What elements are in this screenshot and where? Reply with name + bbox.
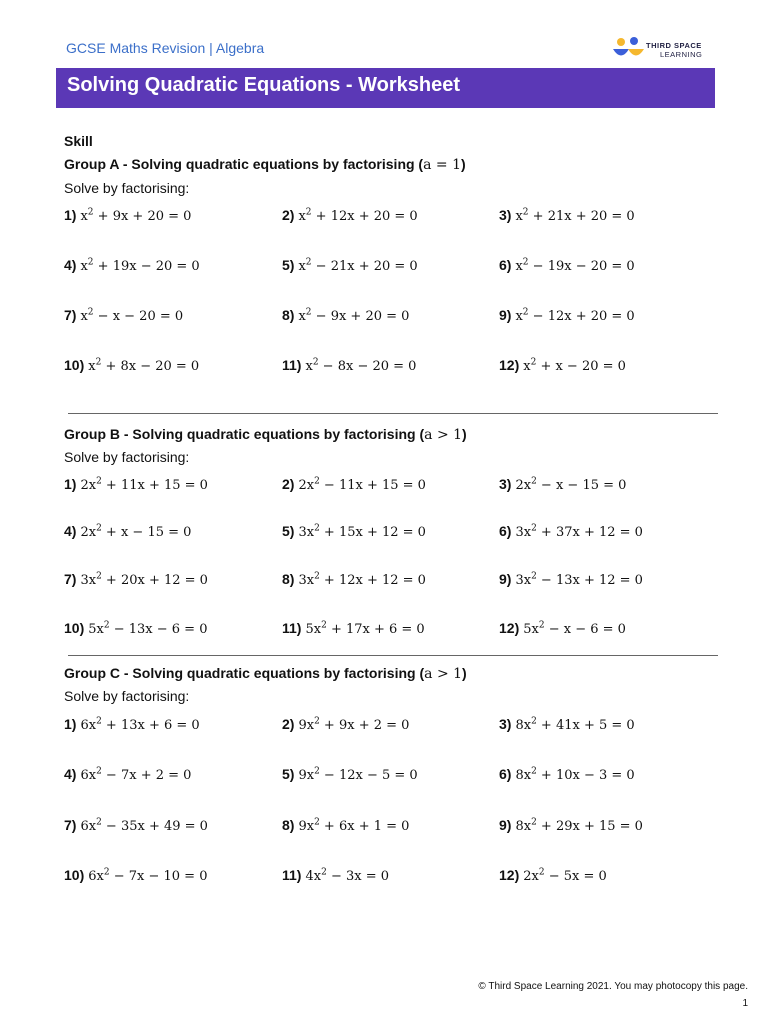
copyright-footer: © Third Space Learning 2021. You may photocopy this page. (478, 981, 748, 992)
question-item (499, 817, 643, 834)
question-number: 10) (64, 357, 85, 373)
question-item (282, 571, 426, 588)
equation: $9x^2 - 12x - 5 = 0$ (298, 766, 418, 783)
question-number: 10) (64, 867, 85, 883)
equation: $x^2 + 8x - 20 = 0$ (88, 357, 200, 374)
question-number: 5) (282, 523, 295, 539)
question-number: 6) (499, 523, 512, 539)
question-item (282, 357, 416, 374)
section-divider (68, 655, 718, 656)
question-item (64, 620, 207, 637)
question-item (64, 257, 200, 274)
question-item (64, 476, 208, 493)
question-number: 2) (282, 476, 295, 492)
question-item (282, 307, 409, 324)
question-number: 6) (499, 257, 512, 273)
question-number: 9) (499, 307, 512, 323)
group-title: Group B - Solving quadratic equations by factorising (a > 1) (64, 426, 467, 443)
question-number: 12) (499, 620, 520, 636)
equation: $2x^2 - x - 15 = 0$ (515, 476, 627, 493)
question-item (282, 867, 389, 884)
question-number: 6) (499, 766, 512, 782)
question-number: 12) (499, 867, 520, 883)
equation: $3x^2 - 13x + 12 = 0$ (515, 571, 643, 588)
instruction: Solve by factorising: (64, 449, 190, 465)
question-item (64, 523, 191, 540)
question-number: 4) (64, 523, 77, 539)
equation: $x^2 - x - 20 = 0$ (80, 307, 184, 324)
question-item (282, 620, 425, 637)
question-item (64, 817, 208, 834)
question-item (64, 207, 191, 224)
equation: $x^2 - 9x + 20 = 0$ (298, 307, 410, 324)
question-number: 8) (282, 307, 295, 323)
equation: $3x^2 + 15x + 12 = 0$ (298, 523, 426, 540)
question-number: 1) (64, 716, 77, 732)
question-number: 9) (499, 817, 512, 833)
title-banner (56, 68, 715, 108)
equation: $9x^2 + 9x + 2 = 0$ (298, 716, 410, 733)
instruction: Solve by factorising: (64, 688, 190, 704)
section-divider (68, 413, 718, 414)
equation: $x^2 - 19x - 20 = 0$ (515, 257, 635, 274)
question-item (282, 716, 409, 733)
question-number: 10) (64, 620, 85, 636)
subject-breadcrumb: GCSE Maths Revision | Algebra (66, 40, 265, 56)
question-number: 11) (282, 620, 302, 636)
skill-label: Skill (64, 133, 93, 149)
equation: $6x^2 - 7x + 2 = 0$ (80, 766, 192, 783)
question-item (64, 716, 200, 733)
question-number: 3) (499, 716, 512, 732)
equation: $5x^2 - x - 6 = 0$ (523, 620, 626, 637)
equation: $x^2 - 12x + 20 = 0$ (515, 307, 635, 324)
equation: $2x^2 - 5x = 0$ (523, 867, 607, 884)
question-item (499, 766, 635, 783)
question-item (282, 766, 418, 783)
equation: $6x^2 + 13x + 6 = 0$ (80, 716, 200, 733)
equation: $8x^2 + 29x + 15 = 0$ (515, 817, 643, 834)
equation: $5x^2 - 13x - 6 = 0$ (88, 620, 208, 637)
question-item (499, 523, 643, 540)
question-item (499, 867, 607, 884)
equation: $x^2 + x - 20 = 0$ (523, 357, 626, 374)
equation: $3x^2 + 37x + 12 = 0$ (515, 523, 643, 540)
question-item (64, 867, 207, 884)
question-number: 7) (64, 817, 77, 833)
equation: $6x^2 - 35x + 49 = 0$ (80, 817, 208, 834)
question-number: 9) (499, 571, 512, 587)
equation: $3x^2 + 20x + 12 = 0$ (80, 571, 208, 588)
equation: $2x^2 - 11x + 15 = 0$ (298, 476, 426, 493)
question-item (499, 716, 635, 733)
question-item (499, 307, 635, 324)
question-number: 3) (499, 207, 512, 223)
question-number: 2) (282, 207, 295, 223)
question-item (282, 476, 426, 493)
question-item (499, 571, 643, 588)
equation: $6x^2 - 7x - 10 = 0$ (88, 867, 208, 884)
equation: $8x^2 + 41x + 5 = 0$ (515, 716, 635, 733)
logo-line-1: THIRD SPACE (646, 41, 702, 50)
question-number: 5) (282, 766, 295, 782)
question-number: 12) (499, 357, 520, 373)
third-space-learning-logo (612, 36, 732, 64)
question-item (282, 523, 426, 540)
equation: $2x^2 + 11x + 15 = 0$ (80, 476, 208, 493)
logo-line-2: LEARNING (660, 50, 703, 59)
question-item (64, 571, 208, 588)
question-item (499, 476, 626, 493)
question-item (282, 207, 418, 224)
group-title: Group A - Solving quadratic equations by factorising (a = 1) (64, 156, 466, 173)
equation: $4x^2 - 3x = 0$ (305, 867, 390, 884)
question-number: 4) (64, 257, 77, 273)
question-item (282, 257, 418, 274)
question-item (499, 207, 635, 224)
group-title: Group C - Solving quadratic equations by factorising (a > 1) (64, 665, 467, 682)
equation: $x^2 + 12x + 20 = 0$ (298, 207, 418, 224)
question-number: 7) (64, 571, 77, 587)
question-number: 8) (282, 817, 295, 833)
question-item (499, 257, 635, 274)
question-item (64, 357, 199, 374)
instruction: Solve by factorising: (64, 180, 190, 196)
equation: $x^2 - 8x - 20 = 0$ (305, 357, 417, 374)
logo-icon (612, 36, 646, 64)
logo-text (646, 41, 702, 59)
question-number: 8) (282, 571, 295, 587)
equation: $x^2 + 21x + 20 = 0$ (515, 207, 635, 224)
question-item (499, 620, 626, 637)
question-number: 1) (64, 476, 77, 492)
question-item (64, 307, 183, 324)
equation: $x^2 + 9x + 20 = 0$ (80, 207, 192, 224)
question-number: 11) (282, 357, 302, 373)
equation: $8x^2 + 10x - 3 = 0$ (515, 766, 635, 783)
equation: $3x^2 + 12x + 12 = 0$ (298, 571, 426, 588)
question-number: 11) (282, 867, 302, 883)
page-number: 1 (742, 998, 748, 1009)
question-number: 5) (282, 257, 295, 273)
equation: $9x^2 + 6x + 1 = 0$ (298, 817, 410, 834)
question-item (64, 766, 191, 783)
question-number: 7) (64, 307, 77, 323)
question-number: 1) (64, 207, 77, 223)
question-item (499, 357, 626, 374)
equation: $5x^2 + 17x + 6 = 0$ (305, 620, 425, 637)
question-number: 4) (64, 766, 77, 782)
question-number: 2) (282, 716, 295, 732)
equation: $x^2 + 19x - 20 = 0$ (80, 257, 200, 274)
worksheet-title: Solving Quadratic Equations - Worksheet (67, 74, 461, 96)
equation: $2x^2 + x - 15 = 0$ (80, 523, 192, 540)
question-number: 3) (499, 476, 512, 492)
question-item (282, 817, 409, 834)
equation: $x^2 - 21x + 20 = 0$ (298, 257, 418, 274)
